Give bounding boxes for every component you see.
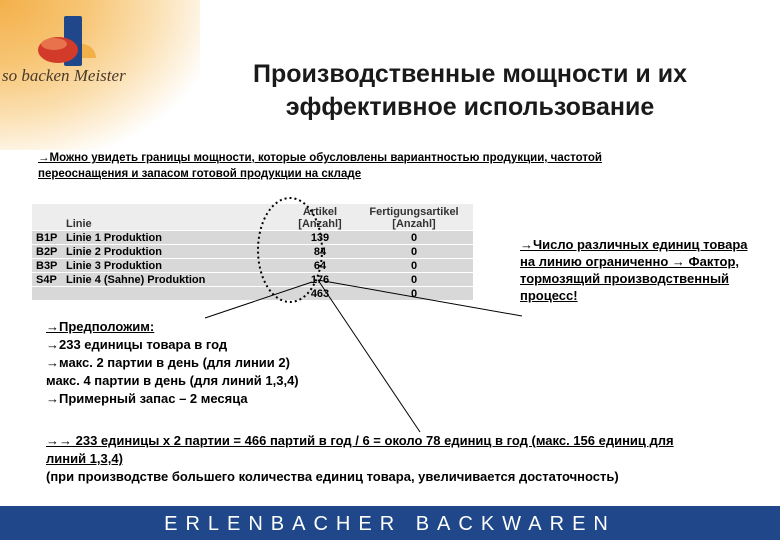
note-line: →макс. 2 партии в день (для линии 2): [46, 355, 290, 370]
row-code: B3P: [32, 259, 62, 273]
intro-text: →Можно увидеть границы мощности, которые обусловлены вариантностью продукции, частотой переоснащения и запасом готовой продукции на складе: [38, 152, 602, 180]
title-line-2: эффективное использование: [285, 93, 655, 121]
title-line-1: Производственные мощности и их: [253, 60, 687, 88]
row-name: Linie 2 Produktion: [62, 245, 285, 259]
row-artikel: 176: [285, 273, 355, 287]
row-artikel: 64: [285, 259, 355, 273]
logo-text: so backen Meister: [2, 66, 126, 85]
row-fertigung: 0: [355, 245, 473, 259]
row-code: B1P: [32, 231, 62, 245]
connector-line-right: [318, 280, 522, 316]
calculation-note: [46, 432, 686, 486]
row-name: Linie 3 Produktion: [62, 259, 285, 273]
connector-line-left: [205, 282, 312, 318]
highlight-ellipse: [258, 198, 322, 302]
row-fertigung: 0: [355, 259, 473, 273]
row-artikel: 84: [285, 245, 355, 259]
footer-brand: ERLENBACHER BACKWAREN: [164, 513, 616, 535]
limiting-factor-note: →Число различных единиц товара на линию ограниченно → Фактор, тормозящий производственный процесс!: [520, 237, 748, 303]
calculation-remark: (при производстве большего количества единиц товара, увеличивается достаточность): [46, 469, 619, 484]
connector-line-bottom: [318, 280, 420, 432]
row-name: Linie 1 Produktion: [62, 231, 285, 245]
header-artikel: Artikel [Anzahl]: [285, 204, 355, 231]
footer-bar: [0, 506, 780, 540]
row-name: Linie 4 (Sahne) Produktion: [62, 273, 285, 287]
row-code: B2P: [32, 245, 62, 259]
note-line: →233 единицы товара в год: [46, 337, 228, 352]
header-fertigung: Fertigungsartikel [Anzahl]: [355, 204, 473, 231]
total-fertigung: 0: [355, 287, 473, 301]
assumptions-notes: [46, 318, 299, 408]
note-line: →Примерный запас – 2 месяца: [46, 391, 248, 406]
row-artikel: 139: [285, 231, 355, 245]
row-code: S4P: [32, 273, 62, 287]
note-line: →Предположим:: [46, 319, 155, 334]
note-line: макс. 4 партии в день (для линий 1,3,4): [46, 373, 299, 388]
header-line: Linie: [32, 204, 285, 231]
row-fertigung: 0: [355, 231, 473, 245]
calculation-line: →→ 233 единицы x 2 партии = 466 партий в год / 6 = около 78 единиц в год (макс. 156 единиц для линий 1,3,4): [46, 433, 674, 466]
row-fertigung: 0: [355, 273, 473, 287]
total-artikel: 463: [285, 287, 355, 301]
